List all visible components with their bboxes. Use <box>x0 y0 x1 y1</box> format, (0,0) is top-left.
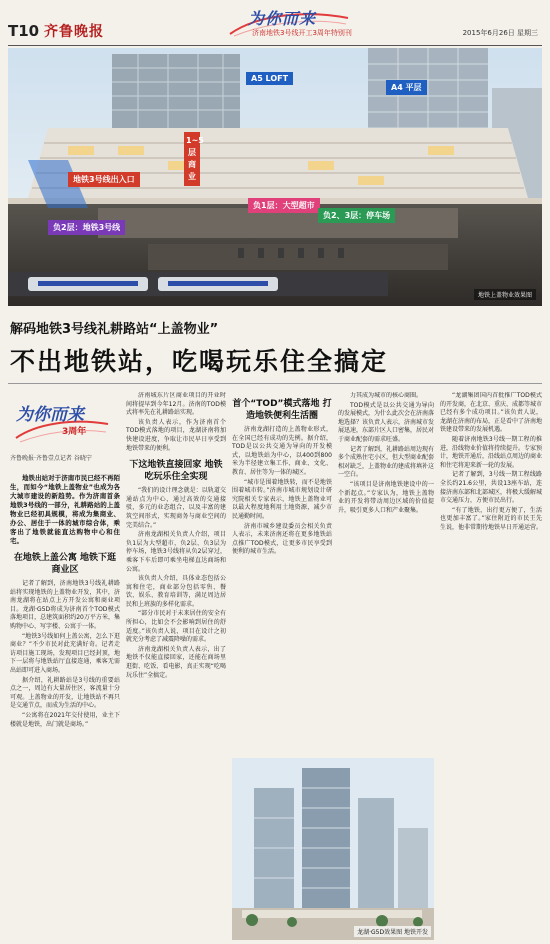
article-kicker: 解码地铁3号线礼耕路站“上盖物业” <box>10 322 219 337</box>
rendering-photo <box>8 48 542 306</box>
label-commercial-levels: 1~5层 商业 <box>184 132 200 186</box>
subheading-2: 下这地铁直接回家 地铁吃玩乐住全实现 <box>129 460 223 483</box>
paragraph: “公寓将在2021年交付使用，业主下楼就是地铁，出门就是商场。” <box>10 711 120 728</box>
secondary-photo-credit: 龙湖·G5D效果图 地铁开发 <box>354 926 431 937</box>
paragraph: 济南龙湖相关负责人表示，出了地铁不仅能直接回家，还能在商场里逛街、吃饭、看电影，真正实现“吃喝玩乐住”全搞定。 <box>126 645 226 679</box>
article-column-2 <box>126 392 226 940</box>
banner-title: 为你而来 <box>248 9 317 28</box>
label-b1-supermarket: 负1层：大型超市 <box>248 198 320 213</box>
label-a5-loft: A5 LOFT <box>246 72 293 85</box>
column-logo-title: 为你而来 <box>16 405 84 425</box>
paragraph: 该负责人介绍，具体业态包括公寓和住宅，商业部分包括零售、餐饮、娱乐、教育培训等，满足周边居民和上班族的多样化需求。 <box>126 575 226 608</box>
paragraph: “地铁3号线如何上盖公寓，怎么下逛商业？”不少市民对此充满好奇。记者走访项目施工现场，发现项目已经封顶，地下一层将与地铁站厅直接连通，乘客无需出站即可进入商场。 <box>10 632 120 674</box>
paragraph: 记者了解到，3号线一期工程线路全长约21.6公里，共设13座车站，连接济南东部和北部城区，将极大缓解城市交通压力，方便市民出行。 <box>440 471 542 505</box>
paragraph: “部分市民对于未来居住的安全有所担心，比如会不会影响到居住的舒适度。”该负责人说，项目在设计之初就充分考虑了减震降噪的需求。 <box>126 610 226 644</box>
paragraph: 记者了解到，济南地铁3号线礼耕路站将实现地铁的上盖物业开发，其中，济南龙湖将在站点上方开发公寓和商业项目。龙湖·G5D将成为济南首个TOD模式落地项目，总建筑面积约20万平方米，集购物中心、写字楼、公寓于一体。 <box>10 580 120 630</box>
article-column-5 <box>440 392 542 940</box>
paper-name: 齐鲁晚报 <box>44 24 104 40</box>
article-lead: 地铁出站对于济南市民已经不再陌生，而如今“地铁上盖物业”也成为各大城市建设的新趋势。作为济南首条地铁3号线的一部分，礼耕路站的上盖物业已经初具规模，将成为集商业、办公、居住于一体的城市综合体，乘客出了地铁就能直达购物中心和住宅。 <box>10 474 120 545</box>
paragraph: 该负责人表示，作为济南首个TOD模式落地的项目，龙湖济南将加快建设进度，争取让市民早日享受到地铁带来的便利。 <box>126 418 226 452</box>
label-a4-flat: A4 平层 <box>386 80 427 95</box>
column-logo-anniversary: 3周年 <box>62 427 87 437</box>
banner-subtitle: 济南地铁3号线开工3周年特别刊 <box>252 29 352 37</box>
tower-rendering-image <box>232 758 434 940</box>
article-column-4 <box>338 392 434 752</box>
label-metro-exit: 地铁3号线出入口 <box>68 172 140 187</box>
article-column-1 <box>10 474 120 940</box>
article-byline: 齐鲁晚报·齐鲁壹点记者 谷晓宁 <box>10 455 92 462</box>
header-rule <box>8 45 542 46</box>
label-b2-parking: 负2、3层：停车场 <box>318 208 395 223</box>
paragraph: TOD模式是以公共交通为导向的发展模式，为什么此次会在济南落地选择？该负责人表示，济南城市发展迅速，东部片区人口密集，居民对于商业配套的需求旺盛。 <box>338 401 434 443</box>
article-column-3 <box>232 392 332 752</box>
label-metro-line: 负2层：地铁3号线 <box>48 220 125 235</box>
secondary-rendering-photo <box>232 758 434 940</box>
publication-date: 2015年6月26日 星期三 <box>462 29 538 37</box>
paragraph: “龙湖集团国内首批推广TOD模式的开发商，在北京、重庆、成都等城市已经有多个成功项目。”该负责人说，龙湖在济南的布局，正是看中了济南地铁建设带来的发展机遇。 <box>440 392 542 434</box>
article-headline: 不出地铁站，吃喝玩乐住全搞定 <box>10 347 389 376</box>
paragraph: “该项目是济南地铁建设中的一个新起点。”专家认为，地铁上盖物业的开发将带动周边区域的价值提升，吸引更多人口和产业聚集。 <box>338 480 434 514</box>
paragraph: “城市是围着地铁转，而不是地铁围着城市转。”济南市城市规划设计研究院相关专家表示，地铁上盖物业可以最大程度地利用土地资源，减少市民通勤时间。 <box>232 478 332 520</box>
paragraph: 济南城东片区商业项目的开业时间将提早到今年12月。济南的TOD模式将率先在礼耕路站实现。 <box>126 392 226 417</box>
paragraph: 随着济南地铁3号线一期工程的推进，沿线物业价值将持续提升。专家预计，地铁开通后，沿线站点周边的商业和住宅将迎来新一轮的发展。 <box>440 435 542 469</box>
page-code: T10 <box>8 22 40 40</box>
subheading-1: 在地铁上盖公寓 地铁下逛商业区 <box>13 553 117 575</box>
subheading-3: 首个“TOD”模式落地 打造地铁便利生活圈 <box>232 399 332 421</box>
paragraph: 济南龙湖相关负责人介绍，项目负1层为大型超市，负2层、负3层为停车场，地铁3号线将从负2层穿过，乘客下车后即可乘坐电梯直达商场和公寓。 <box>126 531 226 573</box>
paragraph: 据介绍，礼耕路站是3号线的重要站点之一，周边有大量居住区，客流量十分可观。上盖物业的开发，让地铁站不再只是交通节点，而成为生活的中心。 <box>10 676 120 710</box>
paragraph: 力其成为城市的核心商圈。 <box>350 392 423 399</box>
paragraph: “有了地铁，出行更方便了，生活也更加丰富了。”家住附近的市民王先生说，他非常期待地铁早日开通运营。 <box>440 506 542 531</box>
paragraph: 济南市城乡建设委员会相关负责人表示，未来济南还将在更多地铁站点推广TOD模式，让更多市民享受到便利的城市生活。 <box>232 522 332 556</box>
paragraph: “我们的设计理念就是：以轨道交通站点为中心，通过高效的交通接驳，多元的业态组合，以及丰富的建筑空间形式，实现商务与商业空间的完美结合。” <box>126 487 226 529</box>
photo-credit: 地铁上盖物业效果图 <box>474 289 536 300</box>
page-header <box>0 0 550 48</box>
headline-rule <box>8 383 542 384</box>
paragraph: 济南龙湖打造的上盖物业形式，在全国已经有成功的先例。据介绍，TOD是以公共交通为导向的开发模式，以地铁站为中心，以400到800米为半径建立集工作、商业、文化、教育、居住等为一体的城区。 <box>232 426 332 476</box>
paragraph: 记者了解到，礼耕路站周边现有多个成熟住宅小区，但大型商业配套相对缺乏，上盖物业的建成将填补这一空白。 <box>338 445 434 479</box>
